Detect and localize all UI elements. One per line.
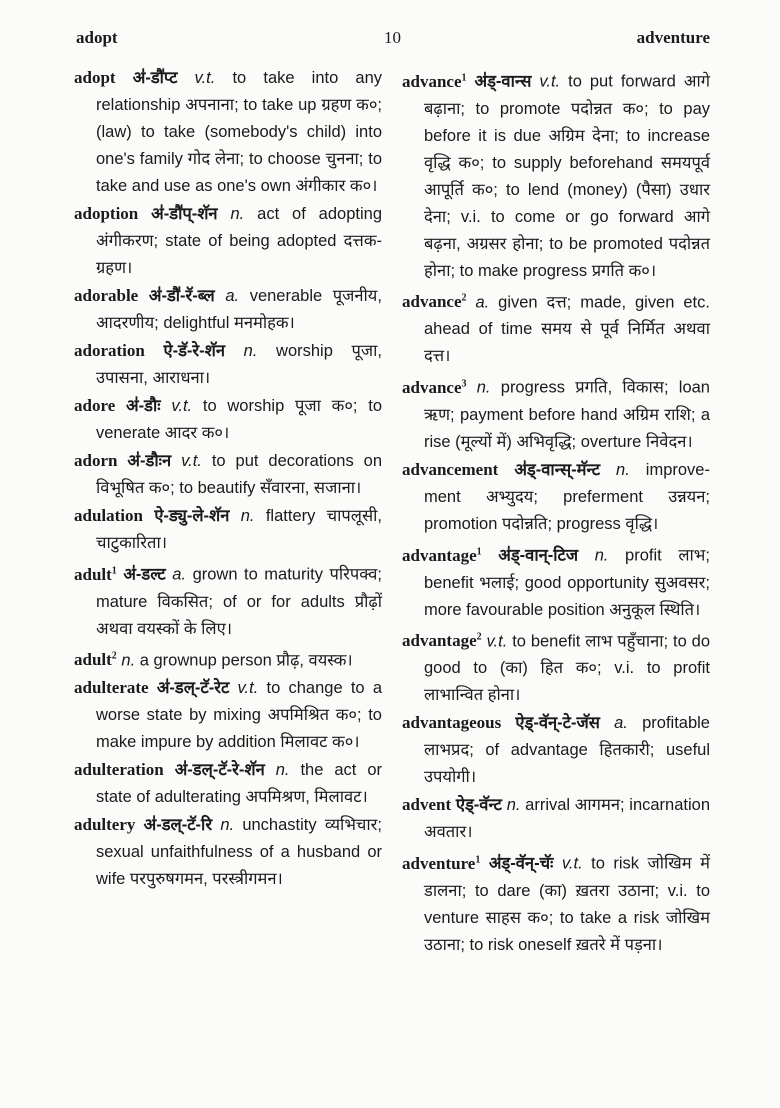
definition: to risk जोखिम में डालना; to dare (का) ख़तरा उठाना; v.i. to venture साहस क०; to take a risk जोखिम उठाना; to risk oneself ख़तरे में पड़ना।	[424, 854, 710, 954]
headword-text: adorn	[74, 451, 118, 470]
pronunciation: ऐ-ड्यु-ले-शॅन	[154, 507, 230, 525]
part-of-speech: n.	[616, 460, 630, 479]
pronunciation: अ॑-डल्-टॅ-रेट	[156, 679, 230, 698]
pronunciation: अ॑-डौ॑-रॅ-ब्ल	[148, 287, 215, 305]
pronunciation: ऐड्-वॅन्-टे-जॅस	[515, 714, 600, 733]
part-of-speech: n.	[243, 342, 258, 360]
dictionary-entry	[74, 64, 382, 200]
headword	[74, 204, 138, 223]
homograph-number: 2	[461, 292, 467, 304]
definition: profit लाभ; benefit भलाई; good opportunity सुअवसर; more favourable position अनुकूल स्थिति।	[424, 546, 710, 619]
dictionary-entry	[74, 282, 382, 337]
pronunciation: अ॑ड्-वान्स्-मॅन्ट	[514, 460, 601, 479]
headword-text: advance	[402, 377, 462, 397]
guide-word-left: adopt	[76, 28, 118, 47]
part-of-speech: v.t.	[539, 72, 561, 91]
page-number: 10	[384, 28, 401, 47]
pronunciation: अ॑-डल्-टॅ-रि	[143, 816, 213, 835]
headword-text: advantage	[402, 631, 477, 651]
dictionary-entry	[74, 447, 382, 502]
page-header	[76, 28, 710, 52]
pronunciation: ऐड्-वॅन्ट	[455, 796, 502, 815]
homograph-number: 3	[461, 378, 467, 390]
definition: progress प्रगति, विकास; loan ऋण; payment before hand अग्रिम राशि; a rise (मूल्यों में) अभिवृद्धि; overture निवेदन।	[424, 378, 710, 451]
headword-text: adoption	[74, 204, 139, 223]
headword-text: adorable	[74, 286, 139, 305]
headword	[402, 292, 467, 311]
part-of-speech: n.	[121, 651, 136, 670]
headword-text: advance	[402, 71, 462, 91]
column-left	[74, 64, 382, 893]
headword	[402, 713, 501, 732]
headword-text: adult	[74, 564, 112, 584]
part-of-speech: a.	[172, 565, 187, 584]
dictionary-entry	[74, 674, 382, 756]
pronunciation: अ॑-डौ॑प्ट	[132, 69, 178, 87]
pronunciation: ऐ-डॅ-रे-शॅन	[163, 342, 226, 360]
dictionary-entry	[74, 643, 382, 675]
part-of-speech: v.t.	[171, 397, 193, 415]
dictionary-entry	[402, 846, 710, 959]
definition: flattery चापलूसी, चाटुकारिता।	[96, 507, 382, 552]
headword-text: advancement	[402, 459, 499, 479]
part-of-speech: a.	[225, 287, 240, 305]
definition: worship पूजा, उपासना, आराधना।	[96, 342, 382, 387]
definition: to change to a worse state by mixing अपमिश्रित क०; to make impure by addition मिलावट क०।	[96, 679, 382, 752]
headword-text: adoration	[74, 341, 145, 360]
part-of-speech: n.	[275, 761, 290, 780]
headword-text: adult	[74, 650, 112, 670]
homograph-number: 2	[476, 631, 482, 643]
pronunciation: अ॑-डौःन	[127, 452, 172, 470]
headword-text: adore	[74, 396, 116, 415]
dictionary-entry	[74, 200, 382, 282]
homograph-number: 1	[476, 545, 482, 557]
headword	[402, 460, 498, 479]
dictionary-entry	[74, 337, 382, 392]
headword	[74, 451, 117, 470]
dictionary-entry	[74, 811, 382, 893]
definition: to put decorations on विभूषित क०; to beautify सँवारना, सजाना।	[96, 452, 382, 497]
part-of-speech: n.	[476, 378, 491, 397]
headword	[74, 506, 143, 525]
headword	[402, 378, 467, 397]
definition: profitable लाभप्रद; of advantage हितकारी; useful उपयोगी।	[424, 714, 710, 787]
dictionary-entry	[74, 392, 382, 447]
headword-text: advent	[402, 795, 452, 815]
dictionary-entry	[402, 791, 710, 846]
pronunciation: अ॑-डल्-टॅ-रे-शॅन	[174, 761, 265, 780]
dictionary-entry	[402, 285, 710, 371]
headword	[74, 341, 145, 360]
definition: given दत्त; made, given etc. ahead of time समय से पूर्व निर्मित अथवा दत्त।	[424, 293, 710, 366]
headword	[74, 815, 135, 834]
headword	[402, 546, 482, 565]
headword-text: advantageous	[402, 713, 502, 733]
definition: unchastity व्यभिचार; sexual unfaithfulness of a husband or wife परपुरुषगमन, परस्त्रीगमन।	[96, 816, 382, 889]
dictionary-entry	[74, 557, 382, 643]
dictionary-entry	[402, 370, 710, 456]
pronunciation: अ॑-डल्ट	[123, 565, 166, 584]
homograph-number: 2	[111, 650, 117, 662]
headword	[74, 68, 116, 87]
homograph-number: 1	[461, 72, 467, 83]
definition: to take into any relationship अपनाना; to take up ग्रहण क०; (law) to take (somebody's child) into one's family गोद लेना; to choose चुनना; to take and use as one's own अंगीकार क०।	[96, 69, 383, 195]
definition: grown to maturity परिपक्व; mature विकसित; of or for adults प्रौढ़ों अथवा वयस्कों के लिए।	[96, 565, 382, 638]
pronunciation: अ॑-डौ॑प्-शॅन	[151, 205, 218, 223]
part-of-speech: v.t.	[561, 854, 583, 873]
headword	[402, 854, 480, 873]
headword-text: advance	[402, 292, 462, 312]
headword-text: advantage	[402, 545, 477, 565]
homograph-number: 1	[111, 565, 117, 576]
headword	[402, 72, 467, 91]
headword-text: adulterate	[74, 678, 149, 698]
homograph-number: 1	[475, 854, 481, 866]
dictionary-entry	[402, 64, 710, 285]
definition: venerable पूजनीय, आदरणीय; delightful मनमोहक।	[96, 287, 382, 332]
part-of-speech: n.	[230, 205, 245, 223]
dictionary-entry	[74, 756, 382, 811]
part-of-speech: n.	[506, 796, 521, 815]
definition: the act or state of adulterating अपमिश्रण, मिलावट।	[96, 761, 382, 807]
headword-text: adopt	[74, 68, 116, 87]
part-of-speech: n.	[594, 546, 609, 565]
headword	[74, 650, 117, 669]
dictionary-entry	[402, 709, 710, 791]
headword	[402, 795, 451, 814]
headword	[402, 631, 482, 650]
definition: to benefit लाभ पहुँचाना; to do good to (का) हित क०; v.i. to profit लाभान्वित होना।	[424, 632, 710, 705]
headword	[74, 565, 117, 584]
pronunciation: अ॑ड्-वॅन्-चॅः	[488, 854, 554, 873]
part-of-speech: n.	[240, 507, 255, 525]
part-of-speech: v.t.	[486, 632, 508, 651]
headword-text: adulteration	[74, 760, 164, 780]
definition: to worship पूजा क०; to venerate आदर क०।	[96, 397, 382, 442]
definition: arrival आगमन; incarnation अवतार।	[424, 796, 710, 842]
definition: act of adopting अंगीकरण; state of being adopted दत्तक-ग्रहण।	[96, 205, 382, 277]
definition: to put forward आगे बढ़ाना; to promote पदोन्नत क०; to pay before it is due अग्रिम देना; to increase वृद्धि क०; to supply beforehand समयपूर्व आपूर्ति क०; to lend (money) (पैसा) उधार देना; v.i. to come or go forward आगे बढ़ना, अग्रसर होना; to be promoted पदोन्नत होना; to make progress प्रगति क०।	[424, 72, 710, 280]
part-of-speech: v.t.	[181, 452, 202, 470]
headword	[74, 286, 138, 305]
column-right	[402, 64, 710, 959]
part-of-speech: a.	[475, 293, 490, 312]
pronunciation: अ॑ड्-वान्-टिज	[498, 546, 579, 565]
dictionary-entry	[402, 538, 710, 624]
definition: a grownup person प्रौढ़, वयस्क।	[139, 651, 353, 670]
headword	[74, 396, 115, 415]
headword-text: adventure	[402, 853, 476, 873]
definition: improve-ment अभ्युदय; preferment उन्नयन; promotion पदोन्नति; progress वृद्धि।	[424, 460, 710, 533]
part-of-speech: v.t.	[194, 69, 216, 87]
headword-text: adultery	[74, 815, 136, 835]
pronunciation: अ॑-डौः	[126, 397, 161, 415]
headword-text: adulation	[74, 506, 143, 525]
pronunciation: अ॑ड्-वान्स	[474, 72, 532, 91]
part-of-speech: n.	[220, 816, 235, 835]
part-of-speech: a.	[614, 714, 628, 733]
part-of-speech: v.t.	[237, 679, 259, 698]
headword	[74, 678, 149, 697]
dictionary-entry	[402, 456, 710, 538]
dictionary-entry	[74, 502, 382, 557]
headword	[74, 760, 164, 779]
guide-word-right: adventure	[636, 28, 710, 47]
dictionary-entry	[402, 624, 710, 710]
